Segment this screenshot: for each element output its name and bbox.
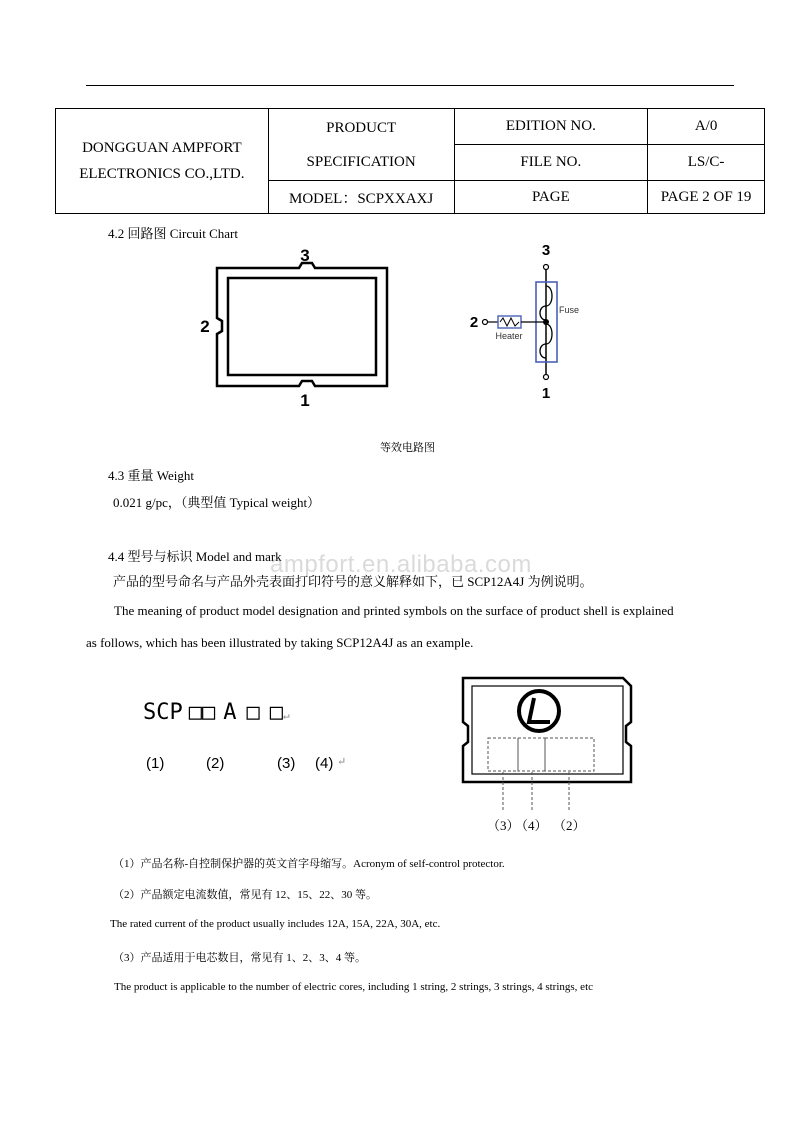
model-paragraph-en-1: The meaning of product model designation and printed symbols on the surface of product shell is explained: [114, 603, 674, 618]
model-label-1: (1): [146, 755, 165, 772]
model-paragraph-en-2: as follows, which has been illustrated by taking SCP12A4J as an example.: [86, 635, 474, 650]
item-2: （2）产品额定电流数值，常见有 12、15、22、30 等。: [113, 889, 377, 901]
model-designation: SCP □□ A □ □↵: [143, 700, 290, 725]
model-cell-box: □: [246, 700, 260, 725]
section-4-2-heading: 4.2 回路图 Circuit Chart: [108, 226, 238, 241]
pin-3-label: 3: [300, 246, 310, 265]
model-paragraph-cn: 产品的型号命名与产品外壳表面打印符号的意义解释如下，已 SCP12A4J 为例说明。: [113, 574, 593, 589]
file-value: LS/C-: [648, 145, 765, 181]
mark-field-2: [545, 738, 594, 771]
pin-1-label: 1: [300, 391, 310, 410]
section-4-4-heading: 4.4 型号与标识 Model and mark: [108, 549, 282, 564]
fuse-label: Fuse: [559, 305, 580, 315]
page-label: PAGE: [454, 181, 648, 214]
page-value: PAGE 2 OF 19: [648, 181, 765, 214]
model-suffix-box: □: [269, 700, 283, 725]
edition-value: A/0: [648, 109, 765, 145]
spec-line2: SPECIFICATION: [306, 153, 416, 170]
mark-field-4: [518, 738, 545, 771]
terminal-1: [544, 375, 549, 380]
model-label-2: (2): [206, 755, 225, 772]
company-name-line2: ELECTRONICS CO.,LTD.: [79, 166, 245, 182]
model-prefix: SCP: [143, 700, 183, 725]
equivalent-circuit-schematic: [460, 238, 600, 403]
package-outline-diagram: [195, 240, 405, 410]
mark-label-3: （3）: [487, 818, 520, 833]
item-2-en: The rated current of the product usually includes 12A, 15A, 22A, 30A, etc.: [110, 918, 441, 930]
heater-label: Heater: [495, 331, 523, 341]
mark-label-4: （4）: [515, 818, 548, 833]
file-label: FILE NO.: [454, 145, 648, 181]
schematic-pin-3: 3: [541, 242, 551, 259]
watermark: ampfort.en.alibaba.com: [270, 551, 532, 578]
return-mark: ↵: [337, 756, 347, 768]
circuit-caption: 等效电路图: [380, 442, 435, 454]
mark-field-3: [488, 738, 518, 771]
model-label-3: (3): [277, 755, 296, 772]
product-mark-diagram: [455, 670, 640, 840]
brand-logo-icon: [519, 691, 559, 731]
company-name-line1: DONGGUAN AMPFORT: [82, 140, 242, 156]
pin-2-label: 2: [200, 317, 210, 336]
terminal-2: [483, 320, 488, 325]
spec-line1: PRODUCT: [326, 119, 397, 136]
weight-value: 0.021 g/pc，（典型值 Typical weight）: [113, 495, 321, 510]
company-cell: [56, 109, 269, 214]
schematic-pin-2: 2: [469, 314, 479, 331]
item-1: （1）产品名称-自控制保护器的英文首字母缩写。Acronym of self-control protector.: [113, 858, 505, 870]
model-a: A: [223, 700, 237, 725]
schematic-pin-1: 1: [541, 385, 551, 402]
section-4-3-heading: 4.3 重量 Weight: [108, 468, 194, 483]
edition-label: EDITION NO.: [454, 109, 648, 145]
top-rule: [86, 85, 734, 86]
model-cell: MODEL：SCPXXAXJ: [268, 181, 454, 214]
spec-cell: [268, 109, 454, 181]
terminal-3: [544, 265, 549, 270]
model-label-4: (4): [315, 755, 334, 772]
model-current-boxes: □□: [188, 700, 216, 725]
mark-label-2: （2）: [553, 818, 586, 833]
item-3: （3）产品适用于电芯数目，常见有 1、2、3、4 等。: [113, 952, 366, 964]
header-table: [55, 108, 765, 214]
item-3-en: The product is applicable to the number of electric cores, including 1 string, 2 strings, 3 strings, 4 strings, etc: [114, 981, 594, 993]
